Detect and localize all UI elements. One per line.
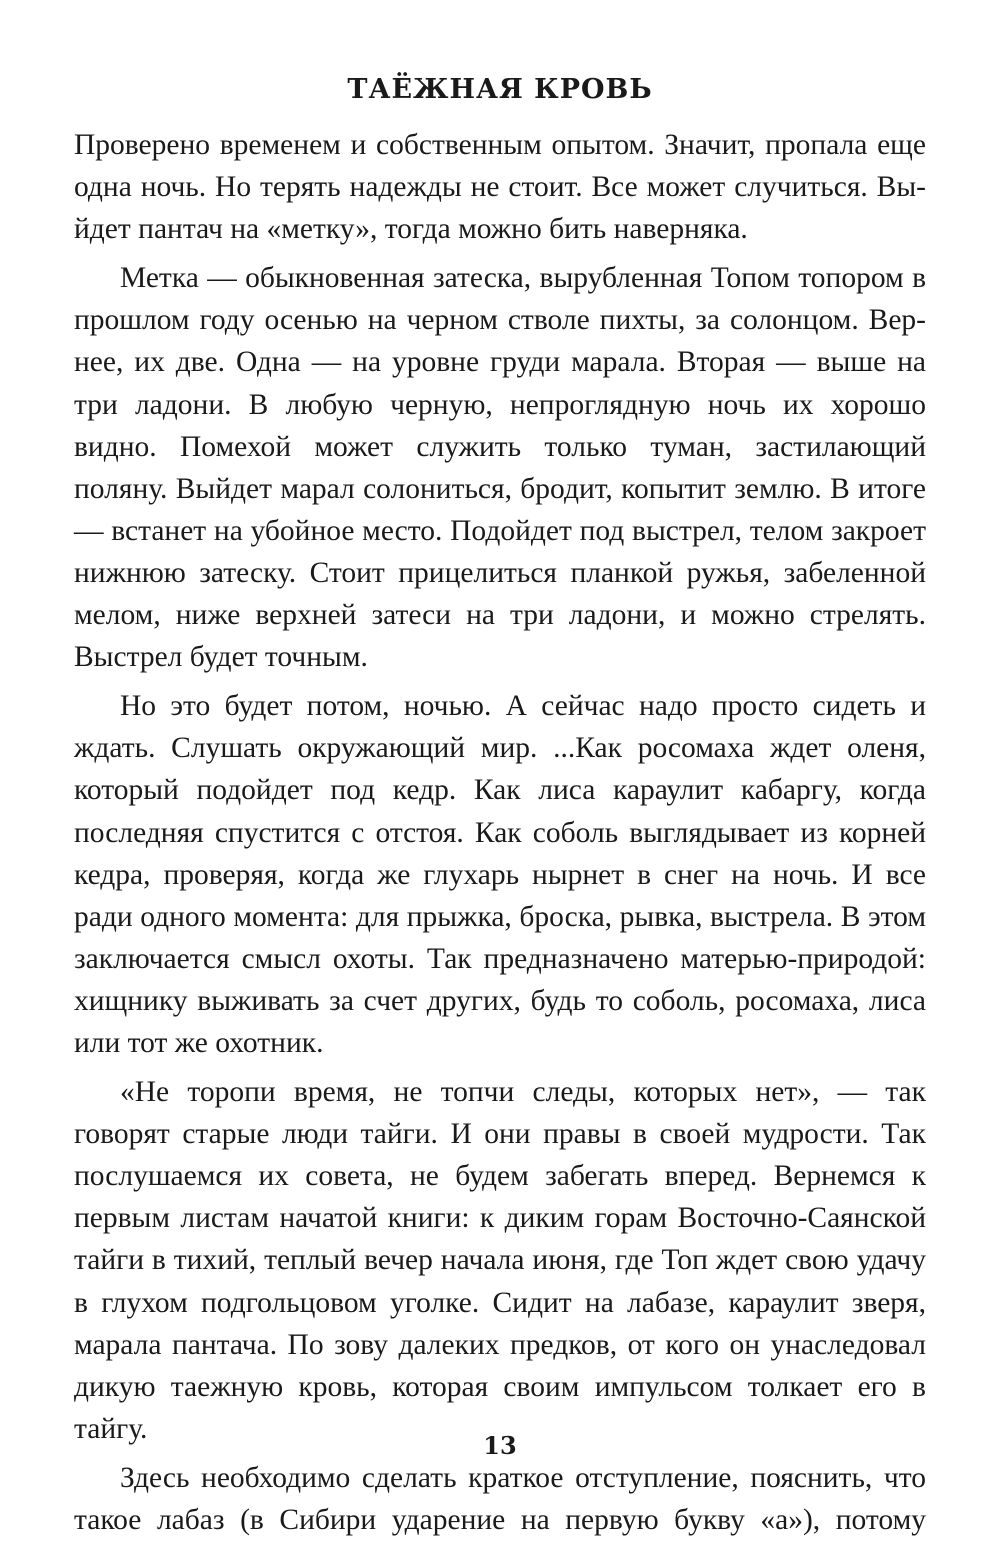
paragraph: «Не торопи время, не топчи следы, которых нет», — так говорят старые люди тайги. И они правы в своей мудрости. Так послушаемся их совета, не будем забегать вперед. Вернемся к первым листам начатой книги: к диким горам Восточно-Саянской тайги в тихий, теплый вечер начала июня, где Топ ждет свою удачу в глухом подгольцовом уголке. Сидит на лабазе, караулит зверя, марала пантача. По зову далеких предков, от кого он унаследовал дикую таежную кровь, которая своим импульсом толкает его в тайгу.	[74, 1076, 926, 1445]
paragraph: Метка — обыкновенная затеска, вырубленная Топом топором в прошлом году осенью на черном стволе пихты, за солонцом. Вернее, их две. Одна — на уровне груди марала. Вторая — выше на три ладони. В любую черную, непроглядную ночь их хорошо видно. Помехой может служить только туман, застилающий поляну. Выйдет марал солониться, бродит, копытит землю. В итоге — встанет на убойное место. Подойдет под выстрел, телом закроет нижнюю затеску. Стоит прицелиться планкой ружья, забеленной мелом, ниже верхней затеси на три ладони, и можно стрелять. Выстрел будет точным.	[74, 262, 926, 674]
paragraph: Но это будет потом, ночью. А сейчас надо просто сидеть и ждать. Слушать окружающий мир. ...Как росомаха ждет оленя, который подойдет под кедр. Как лиса караулит кабаргу, когда последняя спустится с отстоя. Как соболь выглядывает из корней кедра, проверяя, когда же глухарь нырнет в снег на ночь. И все ради одного момента: для прыжка, броска, рывка, выстрела. В этом заключается смысл охоты. Так предназначено матерью-природой: хищнику выживать за счет других, будь то соболь, росомаха, лиса или тот же охотник.	[74, 690, 926, 1059]
paragraph: Проверено временем и собственным опытом. Значит, пропала еще одна ночь. Но терять надежды не стоит. Все может случиться. Выйдет пантач на «метку», тогда можно бить наверняка.	[74, 129, 926, 246]
running-title: ТАЁЖНАЯ КРОВЬ	[347, 74, 653, 105]
page-number: 13	[483, 1431, 517, 1460]
paragraph: Здесь необходимо сделать краткое отступление, пояснить, что такое лабаз (в Сибири ударение на первую букву «а»), потому	[74, 1461, 926, 1536]
body-text	[74, 124, 926, 1541]
